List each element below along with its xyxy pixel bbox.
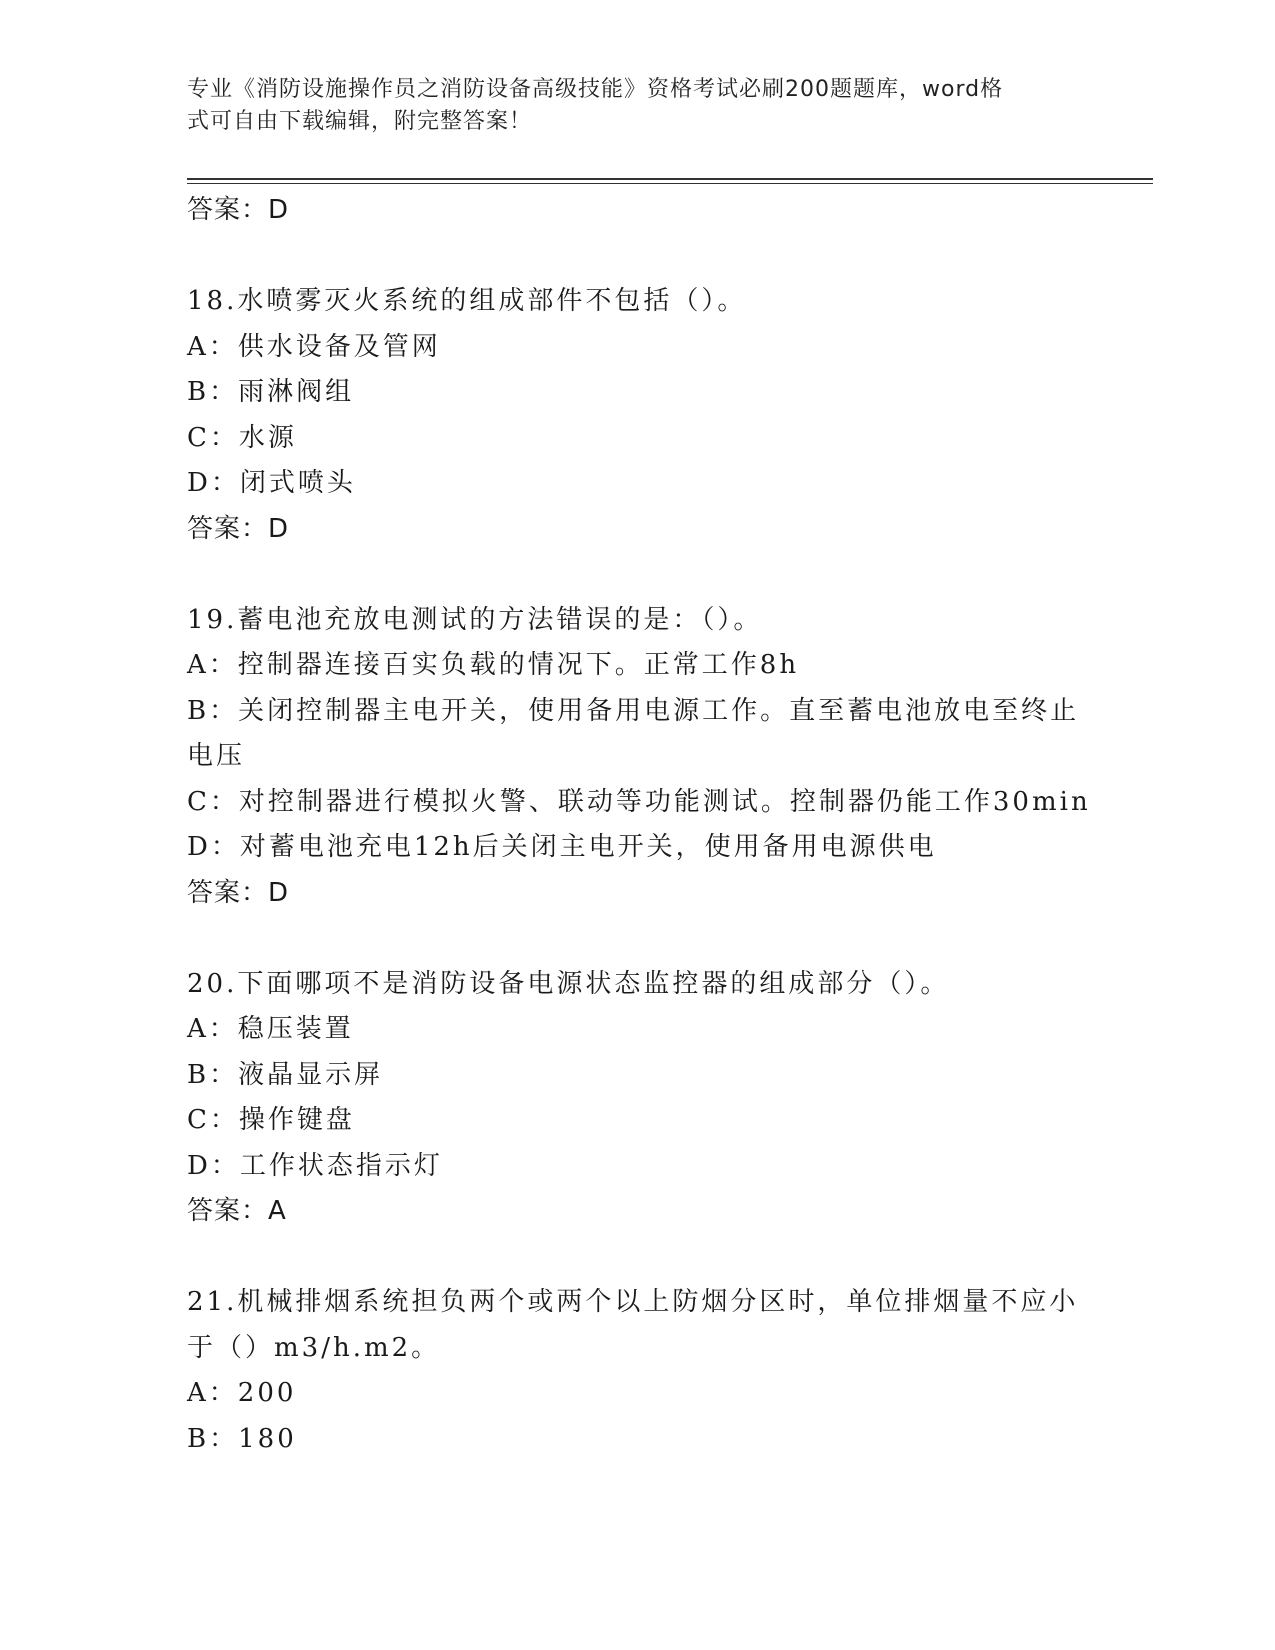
option-a: A：供水设备及管网 <box>187 331 441 362</box>
spacer <box>187 916 1087 962</box>
question-block <box>187 962 1087 1235</box>
document-header <box>187 74 1067 138</box>
header-divider-thin <box>187 183 1153 184</box>
option-c: C：对控制器进行模拟火警、联动等功能测试。控制器仍能工作30min <box>187 786 1091 817</box>
option-b: B：180 <box>187 1423 297 1454</box>
header-line-2: 式可自由下载编辑，附完整答案！ <box>187 109 533 134</box>
option-c: C：水源 <box>187 422 297 453</box>
question-stem-continuation: 于（）m3/h.m2。 <box>187 1332 441 1363</box>
option-d: D：工作状态指示灯 <box>187 1150 443 1181</box>
answer-line: 答案：D <box>187 877 290 908</box>
question-stem: 20.下面哪项不是消防设备电源状态监控器的组成部分（）。 <box>187 968 950 999</box>
option-d: D：闭式喷头 <box>187 468 356 498</box>
question-block <box>187 598 1091 917</box>
question-stem: 18.水喷雾灭火系统的组成部件不包括（）。 <box>187 286 747 316</box>
option-b: B：关闭控制器主电开关，使用备用电源工作。直至蓄电池放电至终止 <box>187 695 1080 726</box>
previous-answer: 答案：D <box>187 195 290 225</box>
option-b-continuation: 电压 <box>187 741 246 771</box>
question-stem: 19.蓄电池充放电测试的方法错误的是：（）。 <box>187 604 763 635</box>
spacer <box>187 552 1087 598</box>
header-line-1: 专业《消防设施操作员之消防设备高级技能》资格考试必刷200题题库，word格 <box>187 77 1004 102</box>
answer-line: 答案：D <box>187 513 290 544</box>
question-block <box>187 279 1087 552</box>
header-divider-thick <box>187 178 1153 180</box>
spacer <box>187 234 1087 280</box>
question-stem: 21.机械排烟系统担负两个或两个以上防烟分区时，单位排烟量不应小 <box>187 1287 1079 1317</box>
question-block <box>187 1280 1087 1462</box>
option-b: B：雨淋阀组 <box>187 377 355 407</box>
option-a: A：控制器连接百实负载的情况下。正常工作8h <box>187 650 800 680</box>
option-c: C：操作键盘 <box>187 1105 355 1135</box>
spacer <box>187 1235 1087 1281</box>
question-list <box>187 188 1091 1462</box>
option-b: B：液晶显示屏 <box>187 1059 384 1090</box>
option-a: A：稳压装置 <box>187 1014 354 1044</box>
option-d: D：对蓄电池充电12h后关闭主电开关，使用备用电源供电 <box>187 832 937 862</box>
answer-line: 答案：A <box>187 1196 287 1226</box>
option-a: A：200 <box>187 1378 297 1408</box>
